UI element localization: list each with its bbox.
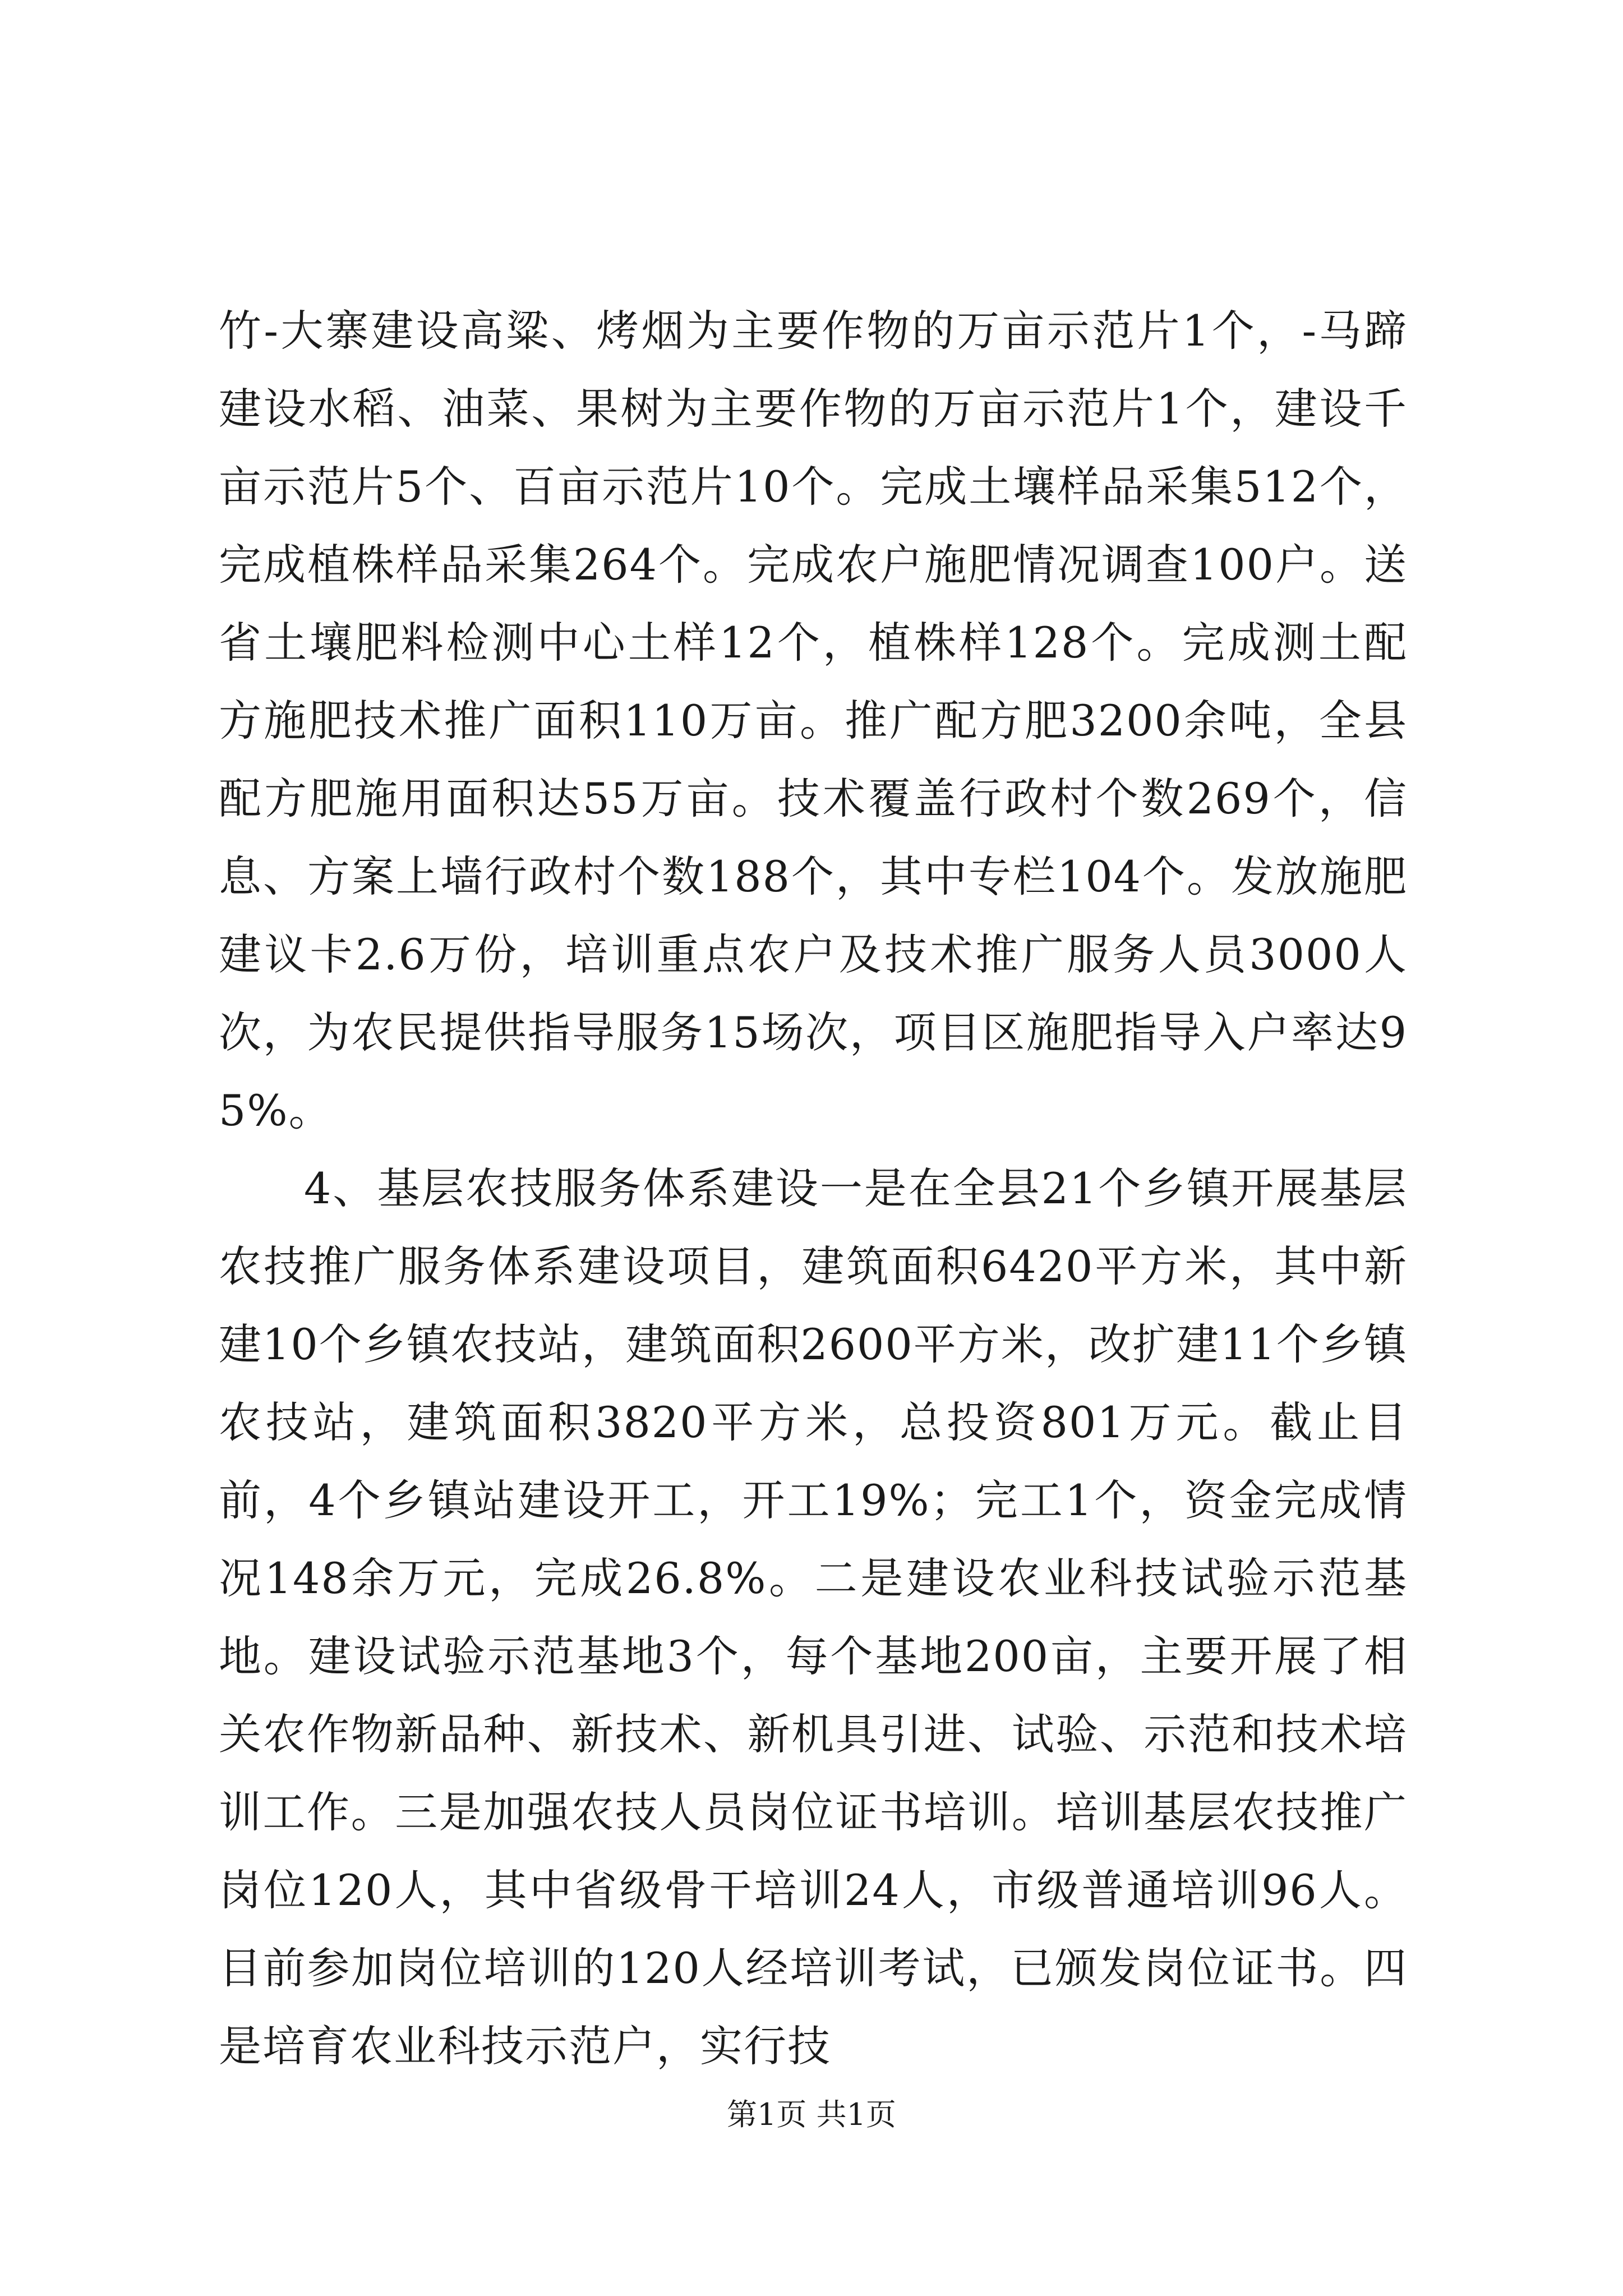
page-footer: 第1页 共1页 [727, 2097, 896, 2132]
paragraph-fertilizer-results: 竹-大寨建设高粱、烤烟为主要作物的万亩示范片1个，-马蹄建设水稻、油菜、果树为主要作物的万亩示范片1个，建设千亩示范片5个、百亩示范片10个。完成土壤样品采集512个，完成植株样品采集264个。完成农户施肥情况调查100户。送省土壤肥料检测中心土样12个，植株样128个。完成测土配方施肥技术推广面积110万亩。推广配方肥3200余吨，全县配方肥施用面积达55万亩。技术覆盖行政村个数269个，信息、方案上墙行政村个数188个，其中专栏104个。发放施肥建议卡2.6万份，培训重点农户及技术推广服务人员3000人次，为农民提供指导服务15场次，项目区施肥指导入户率达95%。 [219, 306, 1408, 1135]
document-body [219, 292, 1408, 2085]
paragraph-agri-tech-service-system: 4、基层农技服务体系建设一是在全县21个乡镇开展基层农技推广服务体系建设项目，建筑面积6420平方米，其中新建10个乡镇农技站，建筑面积2600平方米，改扩建11个乡镇农技站，建筑面积3820平方米，总投资801万元。截止目前，4个乡镇站建设开工，开工19%；完工1个，资金完成情况148余万元，完成26.8%。二是建设农业科技试验示范基地。建设试验示范基地3个，每个基地200亩，主要开展了相关农作物新品种、新技术、新机具引进、试验、示范和技术培训工作。三是加强农技人员岗位证书培训。培训基层农技推广岗位120人，其中省级骨干培训24人，市级普通培训96人。目前参加岗位培训的120人经培训考试，已颁发岗位证书。四是培育农业科技示范户，实行技 [219, 1163, 1408, 2071]
